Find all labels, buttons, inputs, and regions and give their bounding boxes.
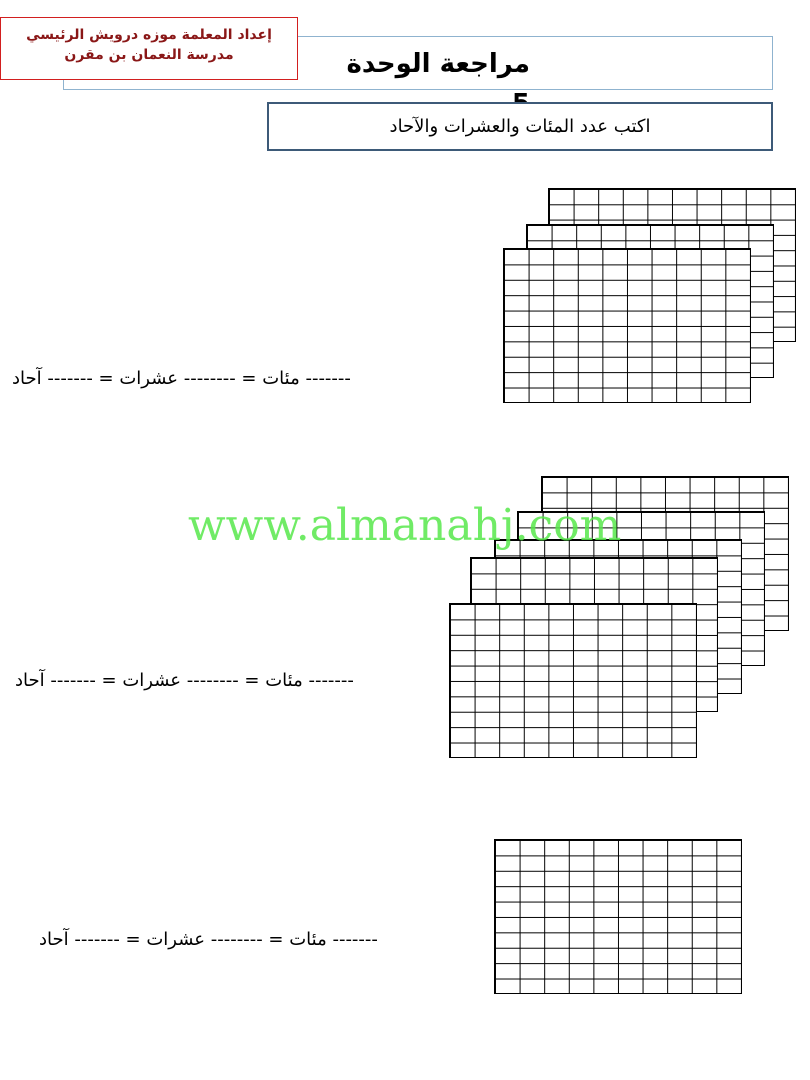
answer-line-1[interactable]: ------- مئات = -------- عشرات = ------- آحاد (12, 368, 351, 389)
page-title: مراجعة الوحدة (346, 49, 530, 79)
watermark: www.almanahj.com (188, 500, 622, 551)
instruction-box: اكتب عدد المئات والعشرات والآحاد (267, 102, 773, 151)
author-box (0, 17, 298, 80)
school-name: مدرسة النعمان بن مقرن (64, 47, 234, 63)
author-name: إعداد المعلمة موزه درويش الرئيسي (26, 27, 272, 43)
answer-line-2[interactable]: ------- مئات = -------- عشرات = ------- آحاد (15, 670, 354, 691)
hundred-block (503, 248, 751, 403)
hundred-block (494, 839, 742, 994)
answer-line-3[interactable]: ------- مئات = -------- عشرات = ------- آحاد (39, 929, 378, 950)
hundred-block (449, 603, 697, 758)
